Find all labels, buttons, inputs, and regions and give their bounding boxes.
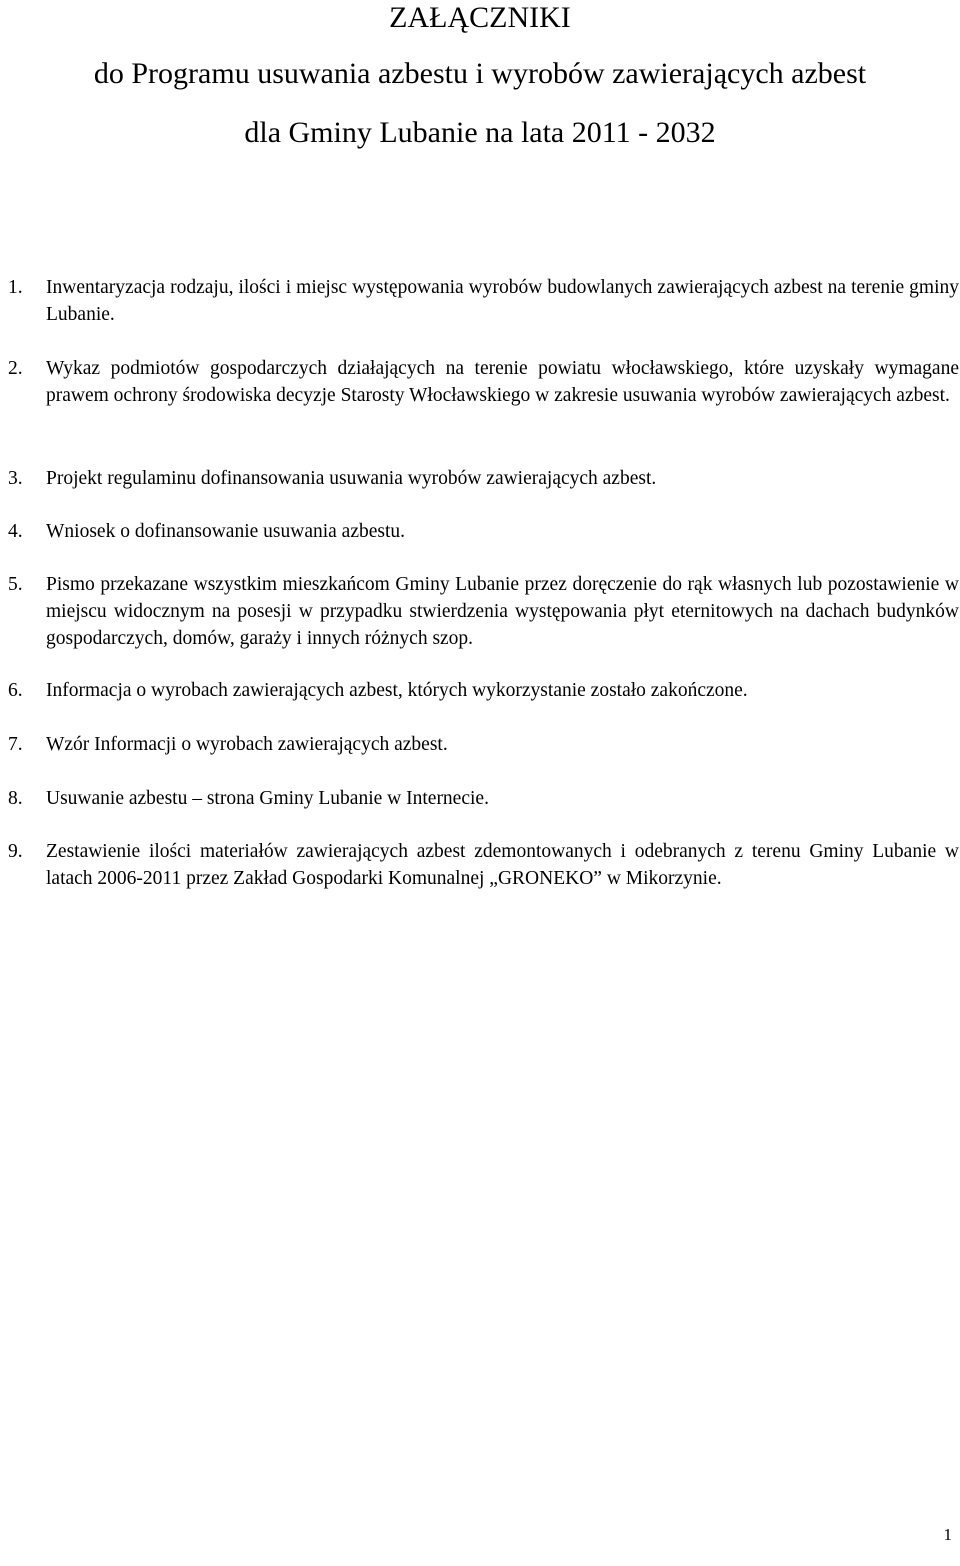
list-item-text: Wniosek o dofinansowanie usuwania azbestu. bbox=[46, 521, 406, 542]
list-item-number: 7. bbox=[8, 734, 23, 755]
page-title: ZAŁĄCZNIKI bbox=[389, 1, 571, 34]
list-item-number: 2. bbox=[8, 358, 23, 379]
list-item-text: Wzór Informacji o wyrobach zawierających azbest. bbox=[46, 734, 448, 755]
list-item-number: 3. bbox=[8, 468, 23, 489]
list-item bbox=[8, 274, 959, 328]
list-item bbox=[8, 518, 959, 545]
list-item bbox=[8, 571, 959, 652]
list-item bbox=[8, 355, 959, 409]
list-item-number: 6. bbox=[8, 680, 23, 701]
list-item-text: Zestawienie ilości materiałów zawierających azbest zdemontowanych i odebranych z terenu Gminy Lubanie w latach 2006-2011 przez Zakład Gospodarki Komunalnej „GRONEKO” w Mikorzynie. bbox=[46, 841, 959, 889]
list-item-number: 4. bbox=[8, 521, 23, 542]
list-item-text: Wykaz podmiotów gospodarczych działających na terenie powiatu włocławskiego, które uzyskały wymagane prawem ochrony środowiska decyzje Starosty Włocławskiego w zakresie usuwania wyrobów zawierających azbest. bbox=[46, 358, 959, 406]
list-item-text: Informacja o wyrobach zawierających azbest, których wykorzystanie zostało zakończone. bbox=[46, 680, 748, 701]
list-item-number: 5. bbox=[8, 574, 23, 595]
list-item bbox=[8, 731, 959, 758]
list-item-text: Inwentaryzacja rodzaju, ilości i miejsc występowania wyrobów budowlanych zawierających azbest na terenie gminy Lubanie. bbox=[46, 277, 959, 325]
list-item-text: Usuwanie azbestu – strona Gminy Lubanie w Internecie. bbox=[46, 788, 489, 809]
list-item bbox=[8, 838, 959, 892]
page-subtitle-line-1: do Programu usuwania azbestu i wyrobów zawierających azbest bbox=[93, 57, 867, 90]
list-item-number: 1. bbox=[8, 277, 23, 298]
list-item-text: Projekt regulaminu dofinansowania usuwania wyrobów zawierających azbest. bbox=[46, 468, 657, 489]
page-number: 1 bbox=[943, 1525, 952, 1544]
list-item bbox=[8, 465, 959, 492]
list-item-text: Pismo przekazane wszystkim mieszkańcom Gminy Lubanie przez doręczenie do rąk własnych lub pozostawienie w miejscu widocznym na posesji w przypadku stwierdzenia występowania płyt eternitowych na dachach budynków gospodarczych, domów, garaży i innych różnych szop. bbox=[46, 574, 959, 649]
list-item-number: 9. bbox=[8, 841, 23, 862]
page-subtitle-line-2: dla Gminy Lubanie na lata 2011 - 2032 bbox=[244, 116, 716, 149]
list-item bbox=[8, 677, 959, 704]
list-item-number: 8. bbox=[8, 788, 23, 809]
list-item bbox=[8, 785, 959, 812]
